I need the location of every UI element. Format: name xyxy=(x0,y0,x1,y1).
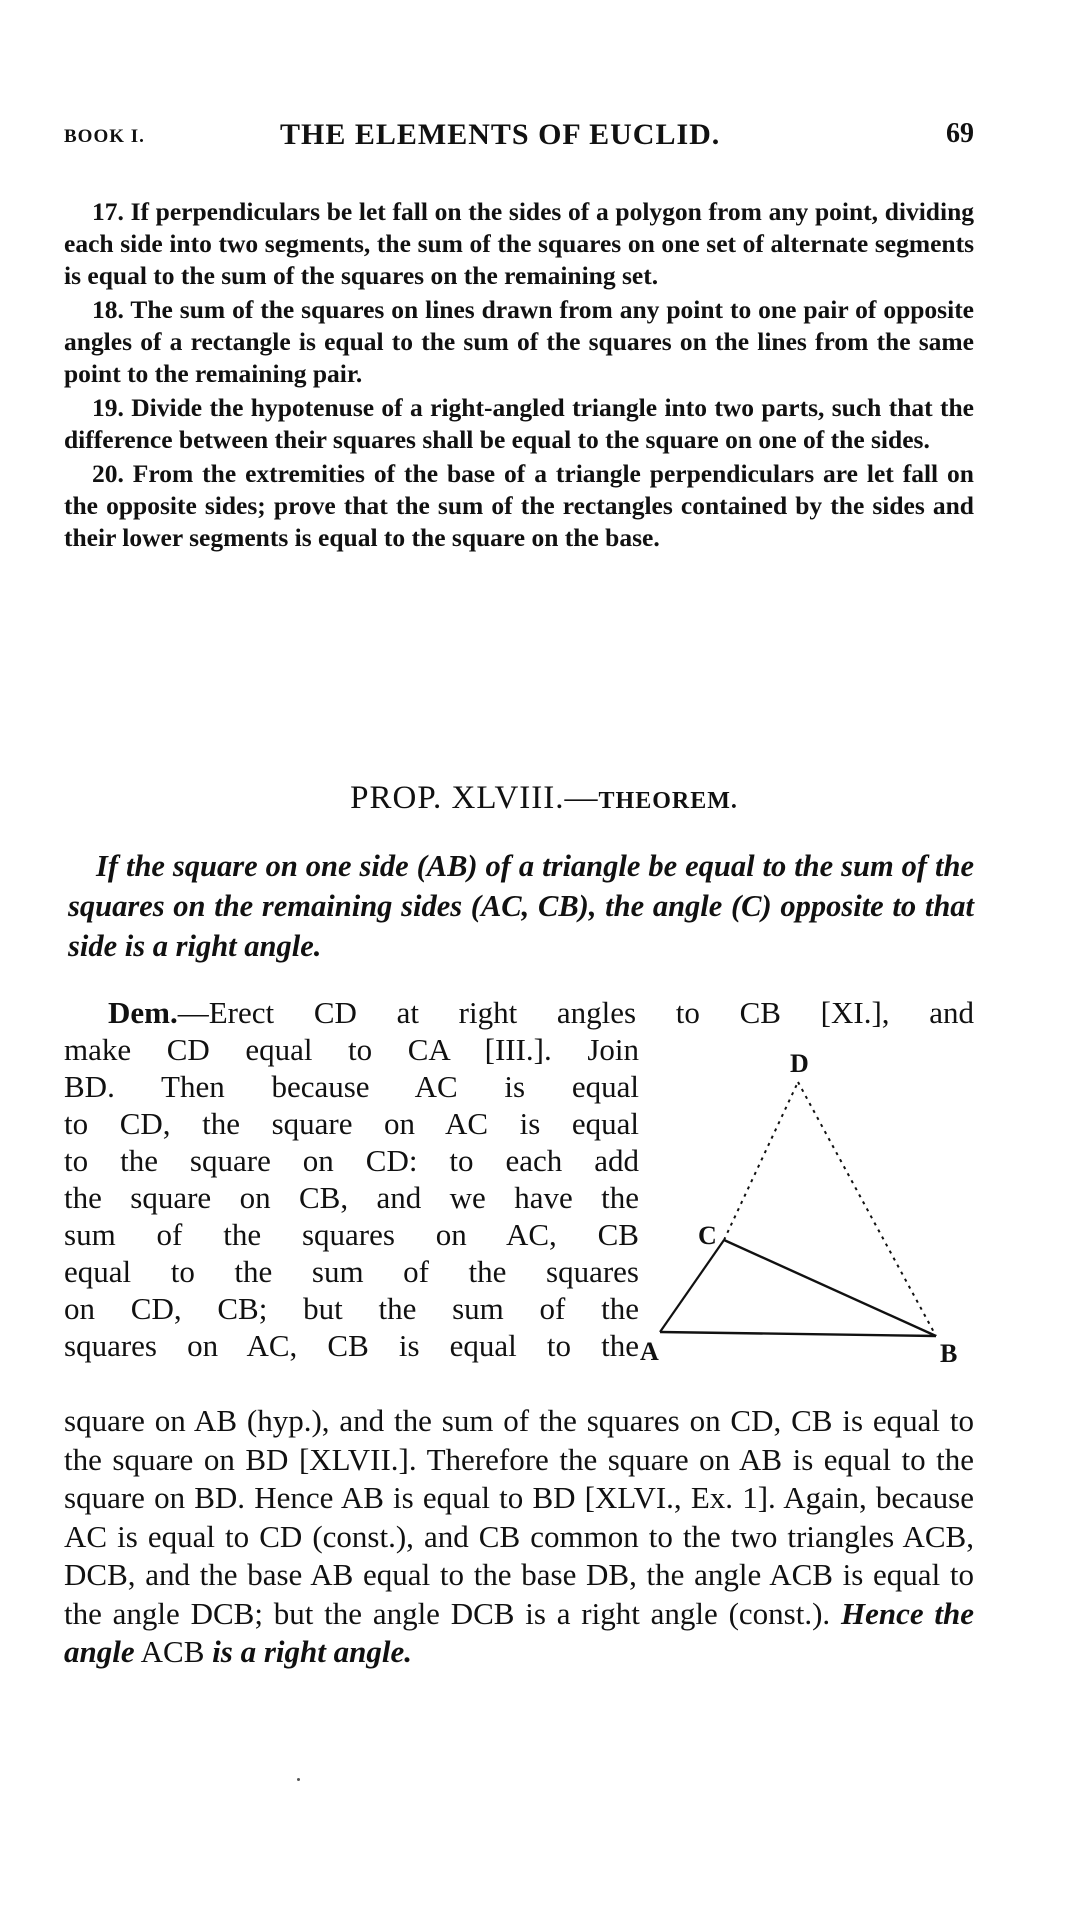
line-ac xyxy=(660,1240,724,1332)
dem-line: equal to the sum of the squares xyxy=(64,1254,639,1289)
label-a: A xyxy=(640,1337,659,1366)
conclusion-end: is a right angle. xyxy=(212,1634,412,1669)
demonstration-wrapped-text xyxy=(64,1031,639,1364)
conclusion-angle: ACB xyxy=(140,1634,205,1669)
dem-line: squares on AC, CB is equal to the xyxy=(64,1328,639,1363)
triangle-diagram xyxy=(640,1040,990,1380)
triangle-figure xyxy=(640,1040,990,1380)
dem-rest-text: square on AB (hyp.), and the sum of the squares on CD, CB is equal to the square on BD [XLVII.]. Therefore the square on AB is equal to the square on BD. Hence AB is equal to BD [XLVI., Ex. 1]. Again, because AC is equal to CD (const.), and CB common to the two triangles ACB, DCB, and the base AB equal to the base DB, the angle ACB is equal to the angle DCB; but the angle DCB is a right angle (const.). xyxy=(64,1403,974,1631)
dem-line: sum of the squares on AC, CB xyxy=(64,1217,639,1252)
exercise-18: 18. The sum of the squares on lines drawn from any point to one pair of opposite angles of a rectangle is equal to the sum of the squares on the lines from the same point to the remaining pair. xyxy=(64,295,974,388)
label-d: D xyxy=(790,1049,809,1078)
label-c: C xyxy=(698,1221,717,1250)
exercise-list xyxy=(64,196,974,556)
exercise-17: 17. If perpendiculars be let fall on the sides of a polygon from any point, dividing each side into two segments, the sum of the squares on one set of alternate segments is equal to the sum of the squares on the remaining set. xyxy=(64,197,974,290)
header-book: BOOK I. xyxy=(64,126,145,147)
label-b: B xyxy=(940,1339,958,1368)
dem-line: make CD equal to CA [III.]. Join xyxy=(64,1032,639,1067)
dem-line: on CD, CB; but the sum of the xyxy=(64,1291,639,1326)
line-cb xyxy=(724,1240,936,1336)
dem-line: the square on CB, and we have the xyxy=(64,1180,639,1215)
conclusion-start: Hence the angle xyxy=(64,1595,974,1669)
enunciation: If the square on one side (AB) of a triangle be equal to the sum of the squares on the remaining sides (AC, CB), the angle (C) opposite to that side is a right angle. xyxy=(68,849,974,963)
page-number: 69 xyxy=(946,118,974,149)
dem-line: BD. Then because AC is equal xyxy=(64,1069,639,1104)
dem-label: Dem. xyxy=(108,995,178,1030)
dem-line: to the square on CD: to each add xyxy=(64,1143,639,1178)
demonstration-first-line xyxy=(64,994,974,1031)
dem-first-text: —Erect CD at right angles to CB [XI.], and xyxy=(177,995,974,1030)
running-header xyxy=(64,118,974,158)
line-cd-dotted xyxy=(724,1082,798,1240)
demonstration-rest xyxy=(64,1402,974,1672)
proposition-kind: THEOREM. xyxy=(598,788,738,814)
header-title: THE ELEMENTS OF EUCLID. xyxy=(280,118,721,151)
proposition-heading xyxy=(0,780,1088,817)
line-ab xyxy=(660,1332,936,1336)
page-speck xyxy=(297,1778,300,1781)
line-db-dotted xyxy=(798,1082,936,1336)
proposition-number: PROP. XLVIII.— xyxy=(350,780,599,816)
dem-line: to CD, the square on AC is equal xyxy=(64,1106,639,1141)
exercise-20: 20. From the extremities of the base of a triangle perpendiculars are let fall on the opposite sides; prove that the sum of the rectangles contained by the sides and their lower segments is equal to the square on the base. xyxy=(64,459,974,552)
exercise-19: 19. Divide the hypotenuse of a right-angled triangle into two parts, such that the difference between their squares shall be equal to the square on one of the sides. xyxy=(64,393,974,454)
